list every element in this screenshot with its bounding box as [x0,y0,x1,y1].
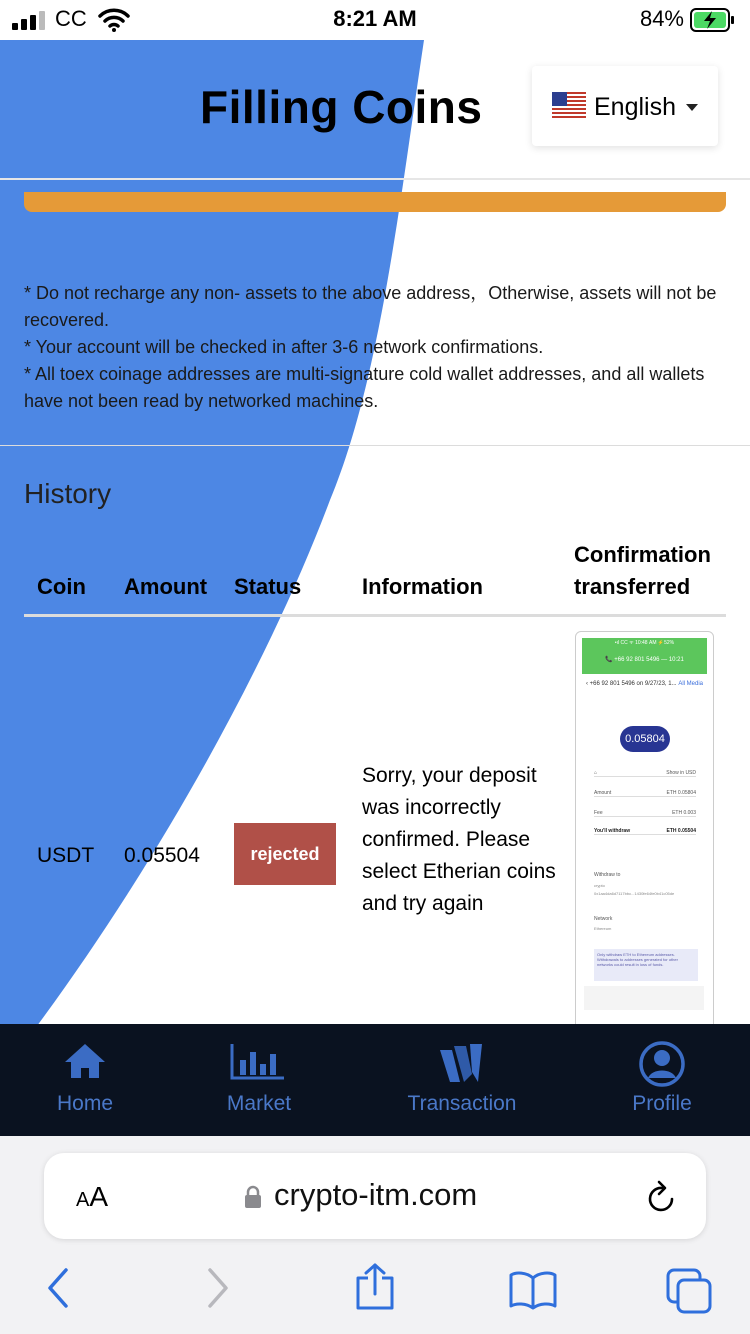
share-icon[interactable] [354,1262,396,1312]
row-amount: 0.05504 [124,844,200,867]
confirmation-screenshot-thumbnail[interactable] [575,631,714,1033]
thumb-show-usd-row: ⌂ Show in USD [594,770,696,776]
thumb-address: 0x1aa4da6d7117bbc...1430fe64fe0b41c05de [594,891,675,896]
thumb-withdraw-value: ETH 0.05504 [666,828,696,834]
forward-icon[interactable] [204,1266,232,1310]
thumb-withdraw-row [594,828,696,835]
bookmarks-icon[interactable] [508,1270,558,1310]
chevron-down-icon [686,104,698,111]
address-bar[interactable] [44,1153,706,1239]
language-label: English [594,93,676,121]
thumb-amount-pill: 0.05804 [620,726,670,752]
clock: 8:21 AM [333,6,417,31]
thumb-crypto: crypto [594,883,605,888]
nav-profile[interactable] [614,1024,710,1136]
status-badge-rejected: rejected [234,823,336,885]
home-icon [63,1042,107,1080]
thumb-show-usd: Show in USD [666,770,696,776]
browser-toolbar [0,1136,750,1334]
us-flag-icon [552,92,586,118]
thumb-amount-row [594,790,696,797]
nav-home[interactable] [40,1024,130,1136]
thumb-bottom-strip [584,986,704,1010]
profile-icon [638,1040,686,1088]
column-header-status: Status [234,574,302,599]
nav-market-label: Market [226,1092,292,1115]
row-coin: USDT [37,844,95,867]
orange-action-bar [24,192,726,212]
history-title: History [24,478,112,509]
thumb-withdraw-to: Withdraw to [594,872,621,878]
nav-home-label: Home [56,1092,114,1115]
note-2: * Your account will be checked in after 3-6 network confirmations. [24,337,544,357]
nav-profile-label: Profile [632,1092,692,1115]
reload-icon[interactable] [646,1179,678,1213]
status-bar [0,0,750,40]
lock-icon [244,1185,262,1209]
url-text: crypto-itm.com [274,1177,478,1212]
header-divider [0,178,750,180]
back-icon[interactable] [44,1266,72,1310]
tabs-icon[interactable] [666,1268,714,1314]
carrier-name: CC [55,6,87,31]
row-information: Sorry, your deposit was incorrectly confirmed. Please select Etherian coins and try again [362,764,556,915]
deposit-notes [24,280,724,415]
thumb-status-text: •ıl CC ᯤ 10:48 AM ⚡52% [614,640,675,646]
thumb-fee-label: Fee [594,810,603,816]
bottom-navigation [0,1024,750,1136]
battery-percentage: 84% [639,6,684,31]
battery-charging-icon [690,8,736,32]
column-header-confirmation-line1: Confirmation [574,542,711,567]
note-1: * Do not recharge any non- assets to the above address，Otherwise, assets will not be recovered. [24,283,717,330]
thumb-call-banner: 📞 +66 92 801 5496 — 10:21 [605,657,684,663]
page-header [0,40,750,178]
thumb-amount-value: ETH 0.05804 [666,790,696,796]
thumb-network-value: Ethereum [594,926,612,931]
thumb-fee-value: ETH 0.003 [672,810,696,816]
thumb-nav-title: ‹ +66 92 801 5496 on 9/27/23, 1... [586,681,677,687]
language-selector[interactable] [532,66,718,146]
column-header-information: Information [362,574,483,599]
thumb-amount-label: Amount [594,790,612,796]
nav-transaction-label: Transaction [407,1092,517,1115]
thumb-network-label: Network [594,916,613,922]
transaction-logo-icon [438,1042,486,1086]
thumb-all-media: All Media [678,681,703,687]
nav-market[interactable] [214,1024,304,1136]
column-header-amount: Amount [124,574,208,599]
reader-aa-button[interactable]: AA [76,1181,109,1212]
nav-transaction[interactable] [392,1024,532,1136]
thumb-notice: Only withdraw ETH to Ethereum addresses. Withdrawals to addresses generated for other networks could result in loss of funds. [594,949,698,981]
thumb-fee-row [594,810,696,817]
column-header-confirmation-line2: transferred [574,574,691,599]
page-title: Filling Coins [200,81,483,133]
column-header-coin: Coin [37,574,86,599]
note-3: * All toex coinage addresses are multi-signature cold wallet addresses, and all wallets have not been read by networked machines. [24,364,705,411]
thumb-withdraw-label: You'll withdraw [594,828,631,834]
table-header-divider [24,614,726,617]
section-divider [0,445,750,446]
bar-chart-icon [230,1042,286,1082]
